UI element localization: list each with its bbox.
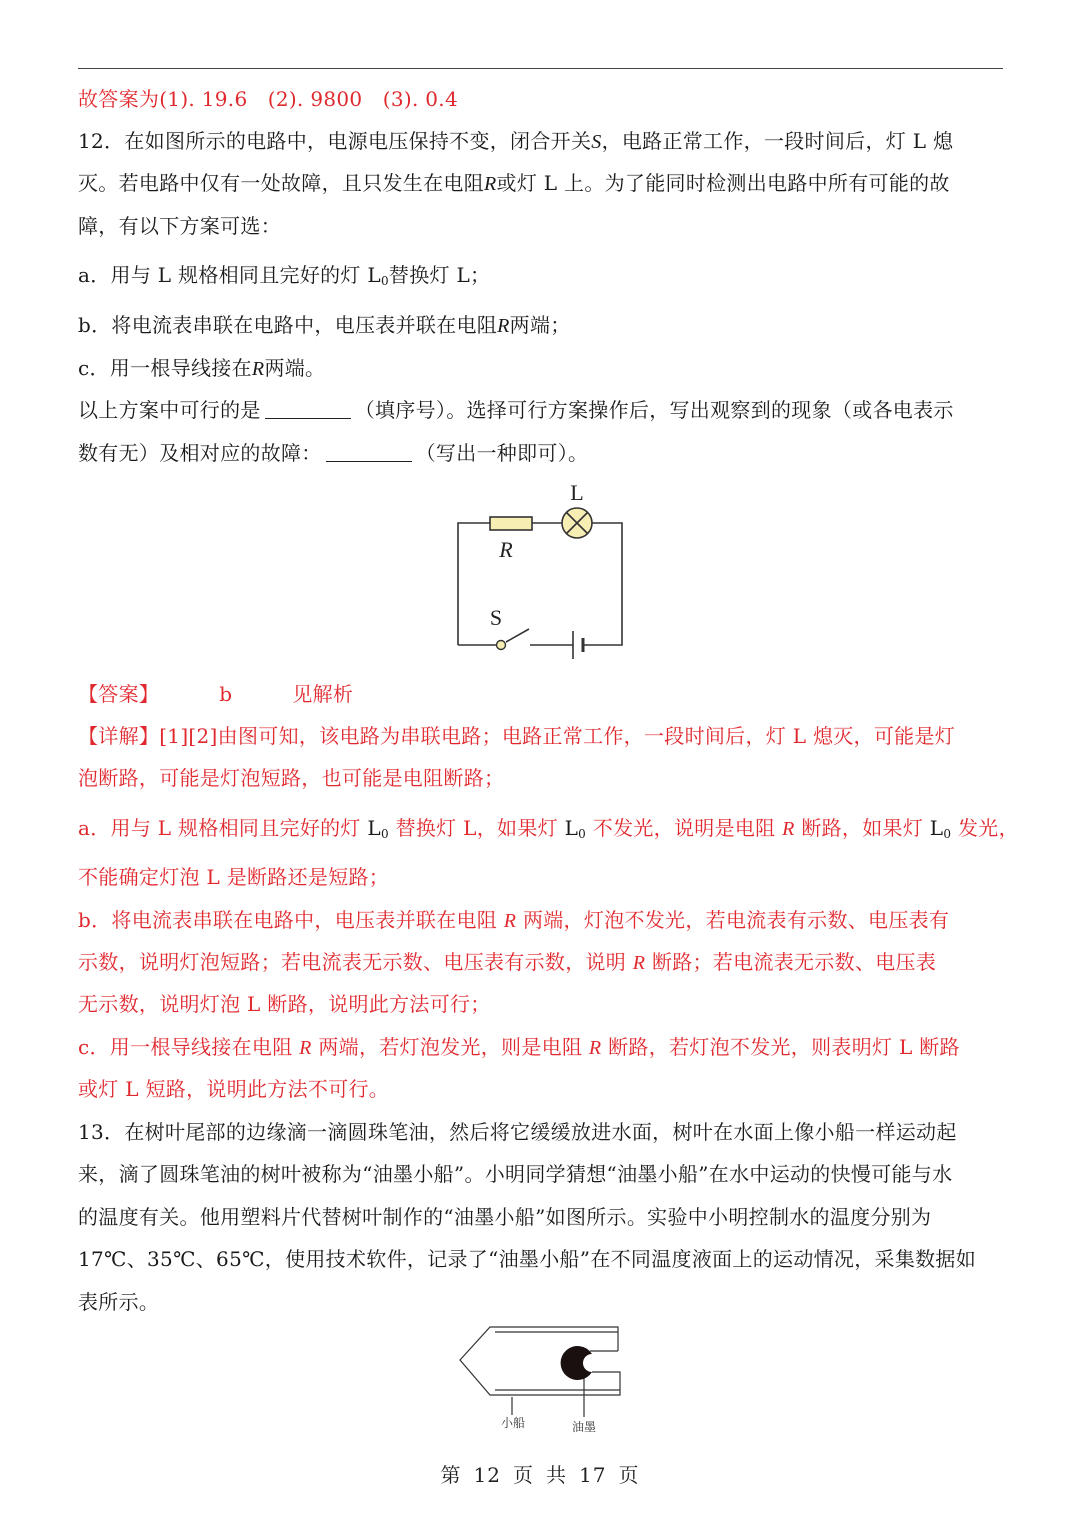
q12-ask-line-1: 以上方案中可行的是 （填序号）。选择可行方案操作后，写出观察到的现象（或各电表示 — [78, 398, 954, 422]
switch-pivot-icon — [497, 641, 506, 650]
ink-drop-icon — [561, 1346, 592, 1380]
circuit-diagram — [440, 475, 640, 665]
previous-answer: 故答案为(1). 19.6 (2). 9800 (3). 0.4 — [78, 87, 458, 111]
q12-option-b: b．将电流表串联在电路中，电压表并联在电阻R两端； — [78, 313, 571, 337]
q12-option-c: c．用一根导线接在R两端。 — [78, 356, 326, 380]
q13-line-4: 17℃、35℃、65℃，使用技术软件，记录了“油墨小船”在不同温度液面上的运动情况，采集数据如 — [78, 1247, 977, 1271]
answer-blank-2 — [326, 441, 412, 462]
answer-tag: 【答案】 — [78, 682, 160, 706]
detail-option-b: b．将电流表串联在电路中，电压表并联在电阻 R 两端，灯泡不发光，若电流表有示数、电压表有 — [78, 908, 950, 932]
q13-line-1: 13．在树叶尾部的边缘滴一滴圆珠笔油，然后将它缓缓放进水面，树叶在水面上像小船一样运动起 — [78, 1120, 957, 1144]
resistor-icon — [490, 517, 532, 530]
answer-value: b — [219, 682, 233, 706]
detail-option-c-cont: 或灯 L 短路，说明此方法不可行。 — [78, 1077, 390, 1101]
detail-option-a: a．用与 L 规格相同且完好的灯 $L_0$ 替换灯 L，如果灯 $L_0$ 不发光，说明是电阻 R 断路，如果灯 $L_0$ 发光， — [78, 816, 1019, 841]
q12-option-a: a．用与 L 规格相同且完好的灯 $L_0$替换灯 L； — [78, 263, 491, 288]
answer-blank-1 — [265, 398, 351, 419]
detail-option-c: c．用一根导线接在电阻 R 两端，若灯泡发光，则是电阻 R 断路，若灯泡不发光，则表明灯 L 断路 — [78, 1035, 960, 1059]
page-number: 12 — [473, 1463, 501, 1487]
q12-line-3: 障，有以下方案可选： — [78, 214, 281, 238]
page-total: 17 — [579, 1463, 607, 1487]
lamp-icon — [562, 508, 592, 538]
detail-option-b-cont-2: 无示数，说明灯泡 L 断路，说明此方法可行； — [78, 992, 491, 1016]
detail-option-a-cont: 不能确定灯泡 L 是断路还是短路； — [78, 865, 390, 889]
svg-text:L: L — [570, 480, 584, 505]
q12-line-1: 12．在如图所示的电路中，电源电压保持不变，闭合开关S，电路正常工作，一段时间后，灯 L 熄 — [78, 129, 954, 153]
detail-tag: 【详解】 — [78, 724, 160, 748]
q13-line-2: 来，滴了圆珠笔油的树叶被称为“油墨小船”。小明同学猜想“油墨小船”在水中运动的快慢可能与水 — [78, 1162, 953, 1186]
svg-text:S: S — [489, 605, 503, 630]
svg-text:R: R — [499, 537, 513, 562]
q13-line-5: 表所示。 — [78, 1290, 160, 1314]
header-rule — [78, 68, 1003, 69]
answer-line: 【答案】 b 见解析 — [78, 682, 354, 706]
detail-line-1: 【详解】[1][2]由图可知，该电路为串联电路；电路正常工作，一段时间后，灯 L 熄灭，可能是灯 — [78, 724, 956, 748]
page-footer: 第 12 页 共 17 页 — [440, 1463, 640, 1487]
q12-ask-line-2: 数有无）及相对应的故障： （写出一种即可）。 — [78, 441, 589, 465]
detail-line-2: 泡断路，可能是灯泡短路，也可能是电阻断路； — [78, 766, 505, 790]
q13-line-3: 的温度有关。他用塑料片代替树叶制作的“油墨小船”如图所示。实验中小明控制水的温度分别为 — [78, 1205, 932, 1229]
svg-text:油墨: 油墨 — [571, 1420, 597, 1434]
ink-boat-diagram — [440, 1315, 640, 1445]
q12-line-2: 灭。若电路中仅有一处故障，且只发生在电阻R或灯 L 上。为了能同时检测出电路中所有可能的故 — [78, 171, 950, 195]
svg-text:小船: 小船 — [500, 1416, 526, 1430]
detail-option-b-cont-1: 示数，说明灯泡短路；若电流表无示数、电压表有示数，说明 R 断路；若电流表无示数、电压表 — [78, 950, 937, 974]
